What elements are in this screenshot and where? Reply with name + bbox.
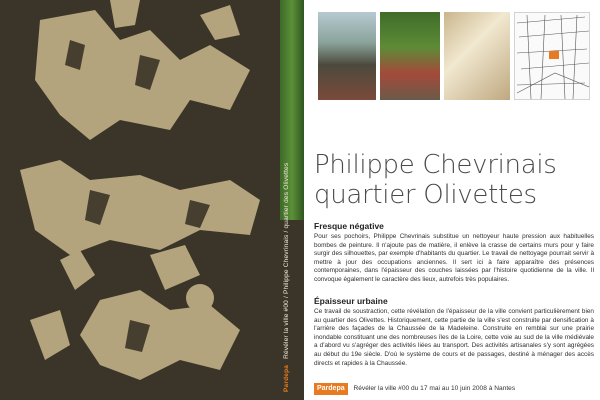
thumbnail-street-photo (380, 12, 440, 100)
photo-strip (318, 12, 590, 100)
thumbnail-stencil-detail (444, 12, 510, 100)
thumbnail-district-map (514, 12, 590, 100)
vertical-caption-text: Révéler la ville #00 / Philippe Chevrinais / quartier des Olivettes (283, 162, 290, 359)
footer-text: Révéler la ville #00 du 17 mai au 10 juin 2008 à Nantes (353, 385, 516, 392)
title-line-2: quartier Olivettes (314, 180, 537, 210)
section-heading-epaisseur: Épaisseur urbaine (314, 296, 388, 306)
footer-brand-logo: Pardepa (314, 383, 348, 395)
article-title (314, 150, 594, 210)
thumbnail-workers-photo (318, 12, 376, 100)
district-map-drawing (515, 13, 590, 100)
title-line-1: Philippe Chevrinais (314, 150, 557, 180)
pardepa-logo: Pardepa (283, 364, 290, 392)
section-text-epaisseur: Ce travail de soustraction, cette révélation de l'épaisseur de la ville convient particulièrement bien au quartier des Olivettes. Historiquement, cette partie de la ville s'est construite par densification à l'arrière des façades de la Chaussée de la Madeleine. Construite en remblai sur une prairie inondable constituant une des nombreuses îles de la Loire, cette voie au sud de la ville médiévale a d'abord vu s'agréger des activités liées au transport. Des activités artisanales s'y sont agrégées au début du 19e siècle. D'où le système de cours et de passages, destiné à ménager des accès directs et rapides à la Chaussée. (314, 308, 594, 367)
article-page (306, 0, 600, 400)
vertical-caption (283, 163, 290, 392)
section-heading-fresque: Fresque négative (314, 221, 384, 231)
section-text-fresque: Pour ses pochoirs, Philippe Chevrinais substitue un nettoyeur haute pression aux habituelles bombes de peinture. Il n'ajoute pas de matière, il enlève la crasse de certains murs pour y faire surgir des silhouettes, par exemple d'habitants du quartier. Le travail de nettoyage pourrait servir à mettre à jour des occupations anciennes. Il sert ici à faire apparaître des présences contemporaines, dans l'épaisseur des couches laissées par l'histoire quotidienne de la ville. Il convoque également le caractère des lieux, autrefois très populaires. (314, 233, 594, 283)
footer-credits (314, 383, 594, 395)
